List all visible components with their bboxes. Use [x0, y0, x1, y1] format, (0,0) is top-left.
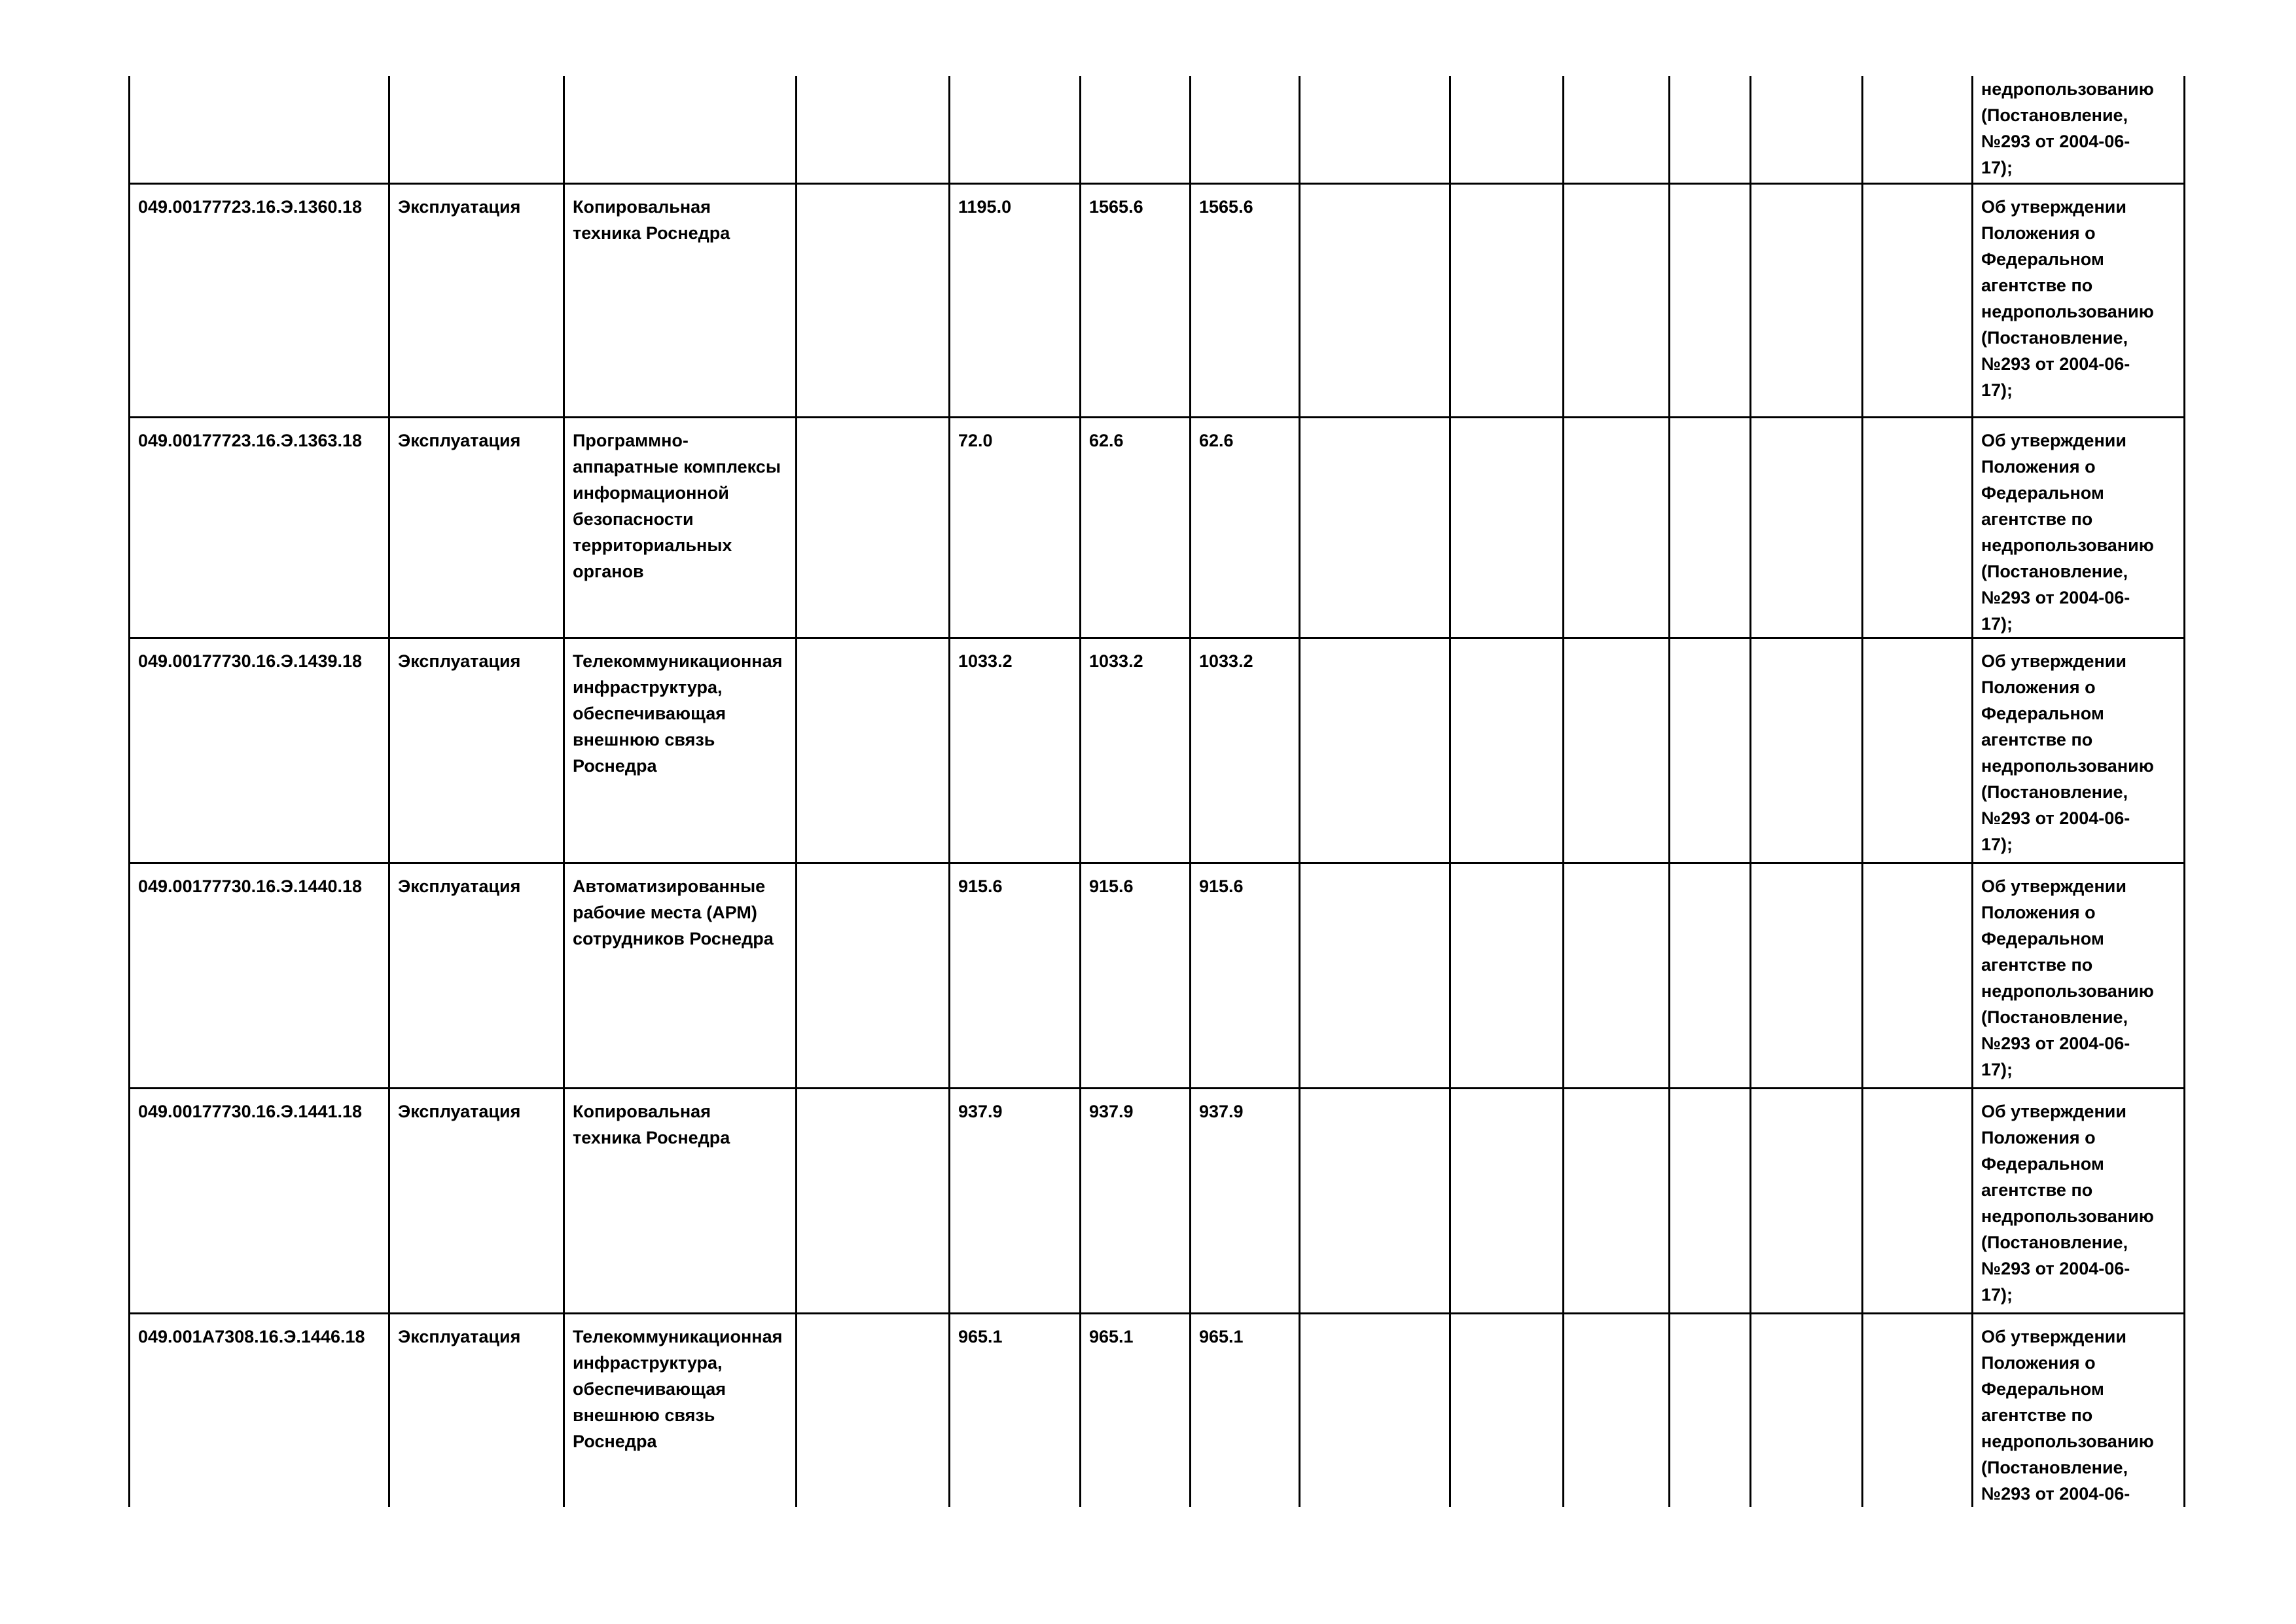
cell-empty	[1564, 418, 1670, 638]
cell-code: 049.00177730.16.Э.1441.18	[130, 1089, 389, 1314]
cell-empty	[1863, 184, 1973, 418]
cell-empty	[1670, 418, 1751, 638]
cell-value-3: 1033.2	[1191, 638, 1300, 863]
cell-value-2: 915.6	[1081, 863, 1191, 1089]
cell-value-1: 915.6	[950, 863, 1081, 1089]
table-row	[130, 638, 2185, 863]
cell-value-3: 62.6	[1191, 418, 1300, 638]
cell-empty	[797, 1314, 950, 1507]
cell-value-3: 1565.6	[1191, 184, 1300, 418]
cell-empty	[797, 863, 950, 1089]
cell-value-2: 1565.6	[1081, 184, 1191, 418]
cell-basis-fragment	[1973, 76, 2185, 184]
cell-basis: Об утверждении Положения о Федеральном агентстве по недропользованию (Постановление, №293 от 2004-06- 17);	[1973, 638, 2185, 863]
cell-code: 049.00177723.16.Э.1360.18	[130, 184, 389, 418]
cell-empty	[797, 1089, 950, 1314]
cell-value-2: 1033.2	[1081, 638, 1191, 863]
cell-empty	[1450, 863, 1564, 1089]
cell-empty	[1450, 418, 1564, 638]
cell-basis: Об утверждении Положения о Федеральном агентстве по недропользованию (Постановление, №293 от 2004-06-	[1973, 1314, 2185, 1507]
cell-empty	[1751, 76, 1863, 184]
cell-value-2: 937.9	[1081, 1089, 1191, 1314]
cell-stage: Эксплуатация	[389, 1089, 564, 1314]
cell-empty	[1670, 76, 1751, 184]
cell-empty	[1751, 1089, 1863, 1314]
cell-basis: Об утверждении Положения о Федеральном агентстве по недропользованию (Постановление, №293 от 2004-06- 17);	[1973, 863, 2185, 1089]
cell-empty	[1564, 1314, 1670, 1507]
cell-empty	[1863, 863, 1973, 1089]
cell-empty	[1300, 1314, 1450, 1507]
cell-empty	[1300, 1089, 1450, 1314]
cell-empty	[1564, 1089, 1670, 1314]
cell-value-3: 965.1	[1191, 1314, 1300, 1507]
cell-empty	[1450, 1089, 1564, 1314]
table-row	[130, 863, 2185, 1089]
cell-stage: Эксплуатация	[389, 1314, 564, 1507]
cell-value-1: 937.9	[950, 1089, 1081, 1314]
cell-empty	[1564, 76, 1670, 184]
cell-name: Телекоммуникационная инфраструктура, обеспечивающая внешнюю связь Роснедра	[564, 638, 797, 863]
cell-empty	[1450, 76, 1564, 184]
cell-empty	[1751, 863, 1863, 1089]
cell-empty	[1863, 638, 1973, 863]
cell-empty	[1564, 638, 1670, 863]
cell-empty	[1751, 638, 1863, 863]
cell-value-3: 937.9	[1191, 1089, 1300, 1314]
table-row	[130, 1314, 2185, 1507]
cell-empty	[1670, 1314, 1751, 1507]
cell-empty	[1670, 863, 1751, 1089]
cell-code: 049.00177730.16.Э.1440.18	[130, 863, 389, 1089]
cell-empty	[130, 76, 389, 184]
cell-value-2: 62.6	[1081, 418, 1191, 638]
cell-empty	[1300, 184, 1450, 418]
basis-text: недропользованию (Постановление, №293 от 2004-06- 17);	[1981, 79, 2154, 177]
cell-empty	[1081, 76, 1191, 184]
cell-code: 049.00177723.16.Э.1363.18	[130, 418, 389, 638]
cell-empty	[1863, 418, 1973, 638]
cell-code: 049.001A7308.16.Э.1446.18	[130, 1314, 389, 1507]
cell-empty	[1191, 76, 1300, 184]
table-row	[130, 1089, 2185, 1314]
cell-empty	[1863, 1314, 1973, 1507]
cell-empty	[1450, 184, 1564, 418]
cell-empty	[1300, 638, 1450, 863]
cell-value-3: 915.6	[1191, 863, 1300, 1089]
cell-empty	[1300, 863, 1450, 1089]
cell-empty	[797, 638, 950, 863]
cell-stage: Эксплуатация	[389, 638, 564, 863]
cell-empty	[797, 184, 950, 418]
cell-basis: Об утверждении Положения о Федеральном агентстве по недропользованию (Постановление, №293 от 2004-06- 17);	[1973, 184, 2185, 418]
cell-empty	[797, 418, 950, 638]
cell-name: Автоматизированные рабочие места (АРМ) сотрудников Роснедра	[564, 863, 797, 1089]
cell-empty	[564, 76, 797, 184]
cell-empty	[1670, 638, 1751, 863]
cell-stage: Эксплуатация	[389, 184, 564, 418]
cell-name: Копировальная техника Роснедра	[564, 184, 797, 418]
cell-empty	[1450, 638, 1564, 863]
cell-code: 049.00177730.16.Э.1439.18	[130, 638, 389, 863]
cell-stage: Эксплуатация	[389, 418, 564, 638]
cell-empty	[1300, 76, 1450, 184]
data-table	[128, 76, 2185, 1507]
cell-empty	[389, 76, 564, 184]
table-row	[130, 418, 2185, 638]
cell-value-1: 965.1	[950, 1314, 1081, 1507]
cell-value-1: 72.0	[950, 418, 1081, 638]
cell-empty	[1450, 1314, 1564, 1507]
cell-empty	[1751, 184, 1863, 418]
cell-name: Копировальная техника Роснедра	[564, 1089, 797, 1314]
cell-empty	[1670, 184, 1751, 418]
cell-value-1: 1033.2	[950, 638, 1081, 863]
cell-value-2: 965.1	[1081, 1314, 1191, 1507]
cell-basis: Об утверждении Положения о Федеральном агентстве по недропользованию (Постановление, №293 от 2004-06- 17);	[1973, 418, 2185, 638]
cell-basis: Об утверждении Положения о Федеральном агентстве по недропользованию (Постановление, №293 от 2004-06- 17);	[1973, 1089, 2185, 1314]
cell-empty	[1751, 418, 1863, 638]
table-row	[130, 184, 2185, 418]
cell-empty	[1564, 184, 1670, 418]
cell-empty	[950, 76, 1081, 184]
cell-empty	[797, 76, 950, 184]
cell-value-1: 1195.0	[950, 184, 1081, 418]
cell-empty	[1300, 418, 1450, 638]
cell-stage: Эксплуатация	[389, 863, 564, 1089]
cell-empty	[1863, 1089, 1973, 1314]
cell-empty	[1751, 1314, 1863, 1507]
cell-empty	[1863, 76, 1973, 184]
cell-empty	[1564, 863, 1670, 1089]
cell-empty	[1670, 1089, 1751, 1314]
cell-name: Программно- аппаратные комплексы информационной безопасности территориальных органов	[564, 418, 797, 638]
table-row-continued	[130, 76, 2185, 184]
cell-name: Телекоммуникационная инфраструктура, обеспечивающая внешнюю связь Роснедра	[564, 1314, 797, 1507]
